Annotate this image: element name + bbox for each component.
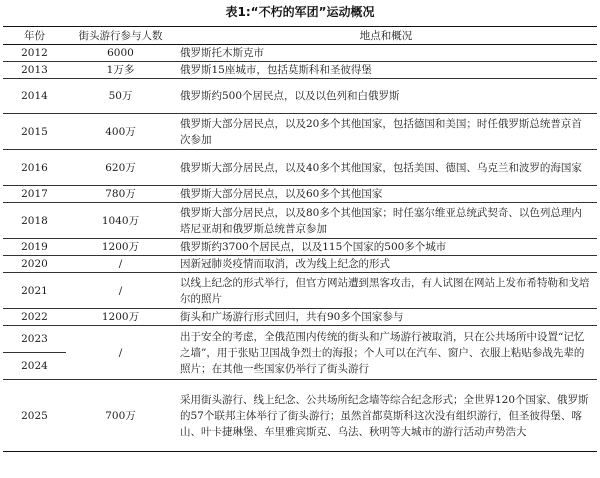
table-row bbox=[3, 150, 597, 186]
table-row bbox=[3, 186, 597, 203]
year-cell: 2018 bbox=[3, 203, 66, 239]
year-cell: 2014 bbox=[3, 79, 66, 114]
participants-cell: / bbox=[66, 326, 175, 380]
description-cell: 因新冠肺炎疫情而取消，改为线上纪念的形式 bbox=[175, 256, 597, 273]
table-row bbox=[3, 273, 597, 309]
table-row bbox=[3, 309, 597, 326]
table-row bbox=[3, 326, 597, 380]
year-cell-2023: 2023 bbox=[21, 333, 48, 345]
participants-cell: / bbox=[66, 256, 175, 273]
table-row bbox=[3, 45, 597, 62]
participants-cell: 620万 bbox=[66, 150, 175, 186]
table-row bbox=[3, 239, 597, 256]
year-cell: 2015 bbox=[3, 114, 66, 150]
description-cell: 俄罗斯大部分居民点，以及40多个其他国家，包括美国、德国、乌克兰和波罗的海国家 bbox=[175, 150, 597, 186]
participants-cell: 6000 bbox=[66, 45, 175, 62]
description-cell: 俄罗斯大部分居民点，以及20多个其他国家，包括德国和美国；时任俄罗斯总统普京首次参加 bbox=[175, 114, 597, 150]
participants-cell: 700万 bbox=[66, 380, 175, 452]
description-cell: 采用街头游行、线上纪念、公共场所纪念墙等综合纪念形式；全世界120个国家、俄罗斯的57个联邦主体举行了街头游行；虽然首都莫斯科这次没有组织游行，但圣彼得堡、喀山、叶卡捷琳堡、车里雅宾斯克、乌法、秋明等大城市的游行活动声势浩大 bbox=[175, 380, 597, 452]
participants-cell: 1200万 bbox=[66, 239, 175, 256]
table-header-row bbox=[3, 27, 597, 45]
description-cell: 俄罗斯大部分居民点，以及80多个其他国家；时任塞尔维亚总统武契奇、以色列总理内塔尼亚胡和俄罗斯总统普京参加 bbox=[175, 203, 597, 239]
year-cell: 2012 bbox=[3, 45, 66, 62]
participants-cell: 780万 bbox=[66, 186, 175, 203]
year-cell: 2021 bbox=[3, 273, 66, 309]
description-cell: 街头和广场游行形式回归，共有90多个国家参与 bbox=[175, 309, 597, 326]
description-cell: 俄罗斯约3700个居民点，以及115个国家的500多个城市 bbox=[175, 239, 597, 256]
year-cell: 2025 bbox=[3, 380, 66, 452]
header-year: 年份 bbox=[3, 27, 66, 45]
year-cell: 2019 bbox=[3, 239, 66, 256]
participants-cell: / bbox=[66, 273, 175, 309]
participants-cell: 1040万 bbox=[66, 203, 175, 239]
year-cell: 2017 bbox=[3, 186, 66, 203]
table-caption: 表1:“不朽的军团”运动概况 bbox=[225, 5, 375, 19]
description-cell: 俄罗斯大部分居民点，以及60多个其他国家 bbox=[175, 186, 597, 203]
year-cell: 2022 bbox=[3, 309, 66, 326]
year-cell: 2013 bbox=[3, 62, 66, 79]
table-row bbox=[3, 79, 597, 114]
table-row bbox=[3, 62, 597, 79]
description-cell: 以线上纪念的形式举行，但官方网站遭到黑客攻击，有人试图在网站上发布希特勒和戈培尔的照片 bbox=[175, 273, 597, 309]
table-row bbox=[3, 380, 597, 452]
participants-cell: 50万 bbox=[66, 79, 175, 114]
year-cell-merged bbox=[3, 326, 66, 380]
participants-cell: 400万 bbox=[66, 114, 175, 150]
year-cell: 2020 bbox=[3, 256, 66, 273]
header-description: 地点和概况 bbox=[175, 27, 597, 45]
year-cell: 2016 bbox=[3, 150, 66, 186]
participants-cell: 1200万 bbox=[66, 309, 175, 326]
participants-cell: 1万多 bbox=[66, 62, 175, 79]
movement-overview-table bbox=[3, 26, 597, 452]
table-row bbox=[3, 256, 597, 273]
description-cell: 俄罗斯15座城市，包括莫斯科和圣彼得堡 bbox=[175, 62, 597, 79]
description-cell: 俄罗斯约500个居民点，以及以色列和白俄罗斯 bbox=[175, 79, 597, 114]
table-row bbox=[3, 203, 597, 239]
year-cell-2024: 2024 bbox=[21, 360, 48, 372]
header-participants: 街头游行参与人数 bbox=[66, 27, 175, 45]
description-cell: 出于安全的考虑，全俄范围内传统的街头和广场游行被取消，只在公共场所中设置“记忆之墙”，用于张贴卫国战争烈士的海报；个人可以在汽车、窗户、衣服上粘贴参战先辈的照片；在其他一些国家仍举行了街头游行 bbox=[175, 326, 597, 380]
table-row bbox=[3, 114, 597, 150]
description-cell: 俄罗斯托木斯克市 bbox=[175, 45, 597, 62]
